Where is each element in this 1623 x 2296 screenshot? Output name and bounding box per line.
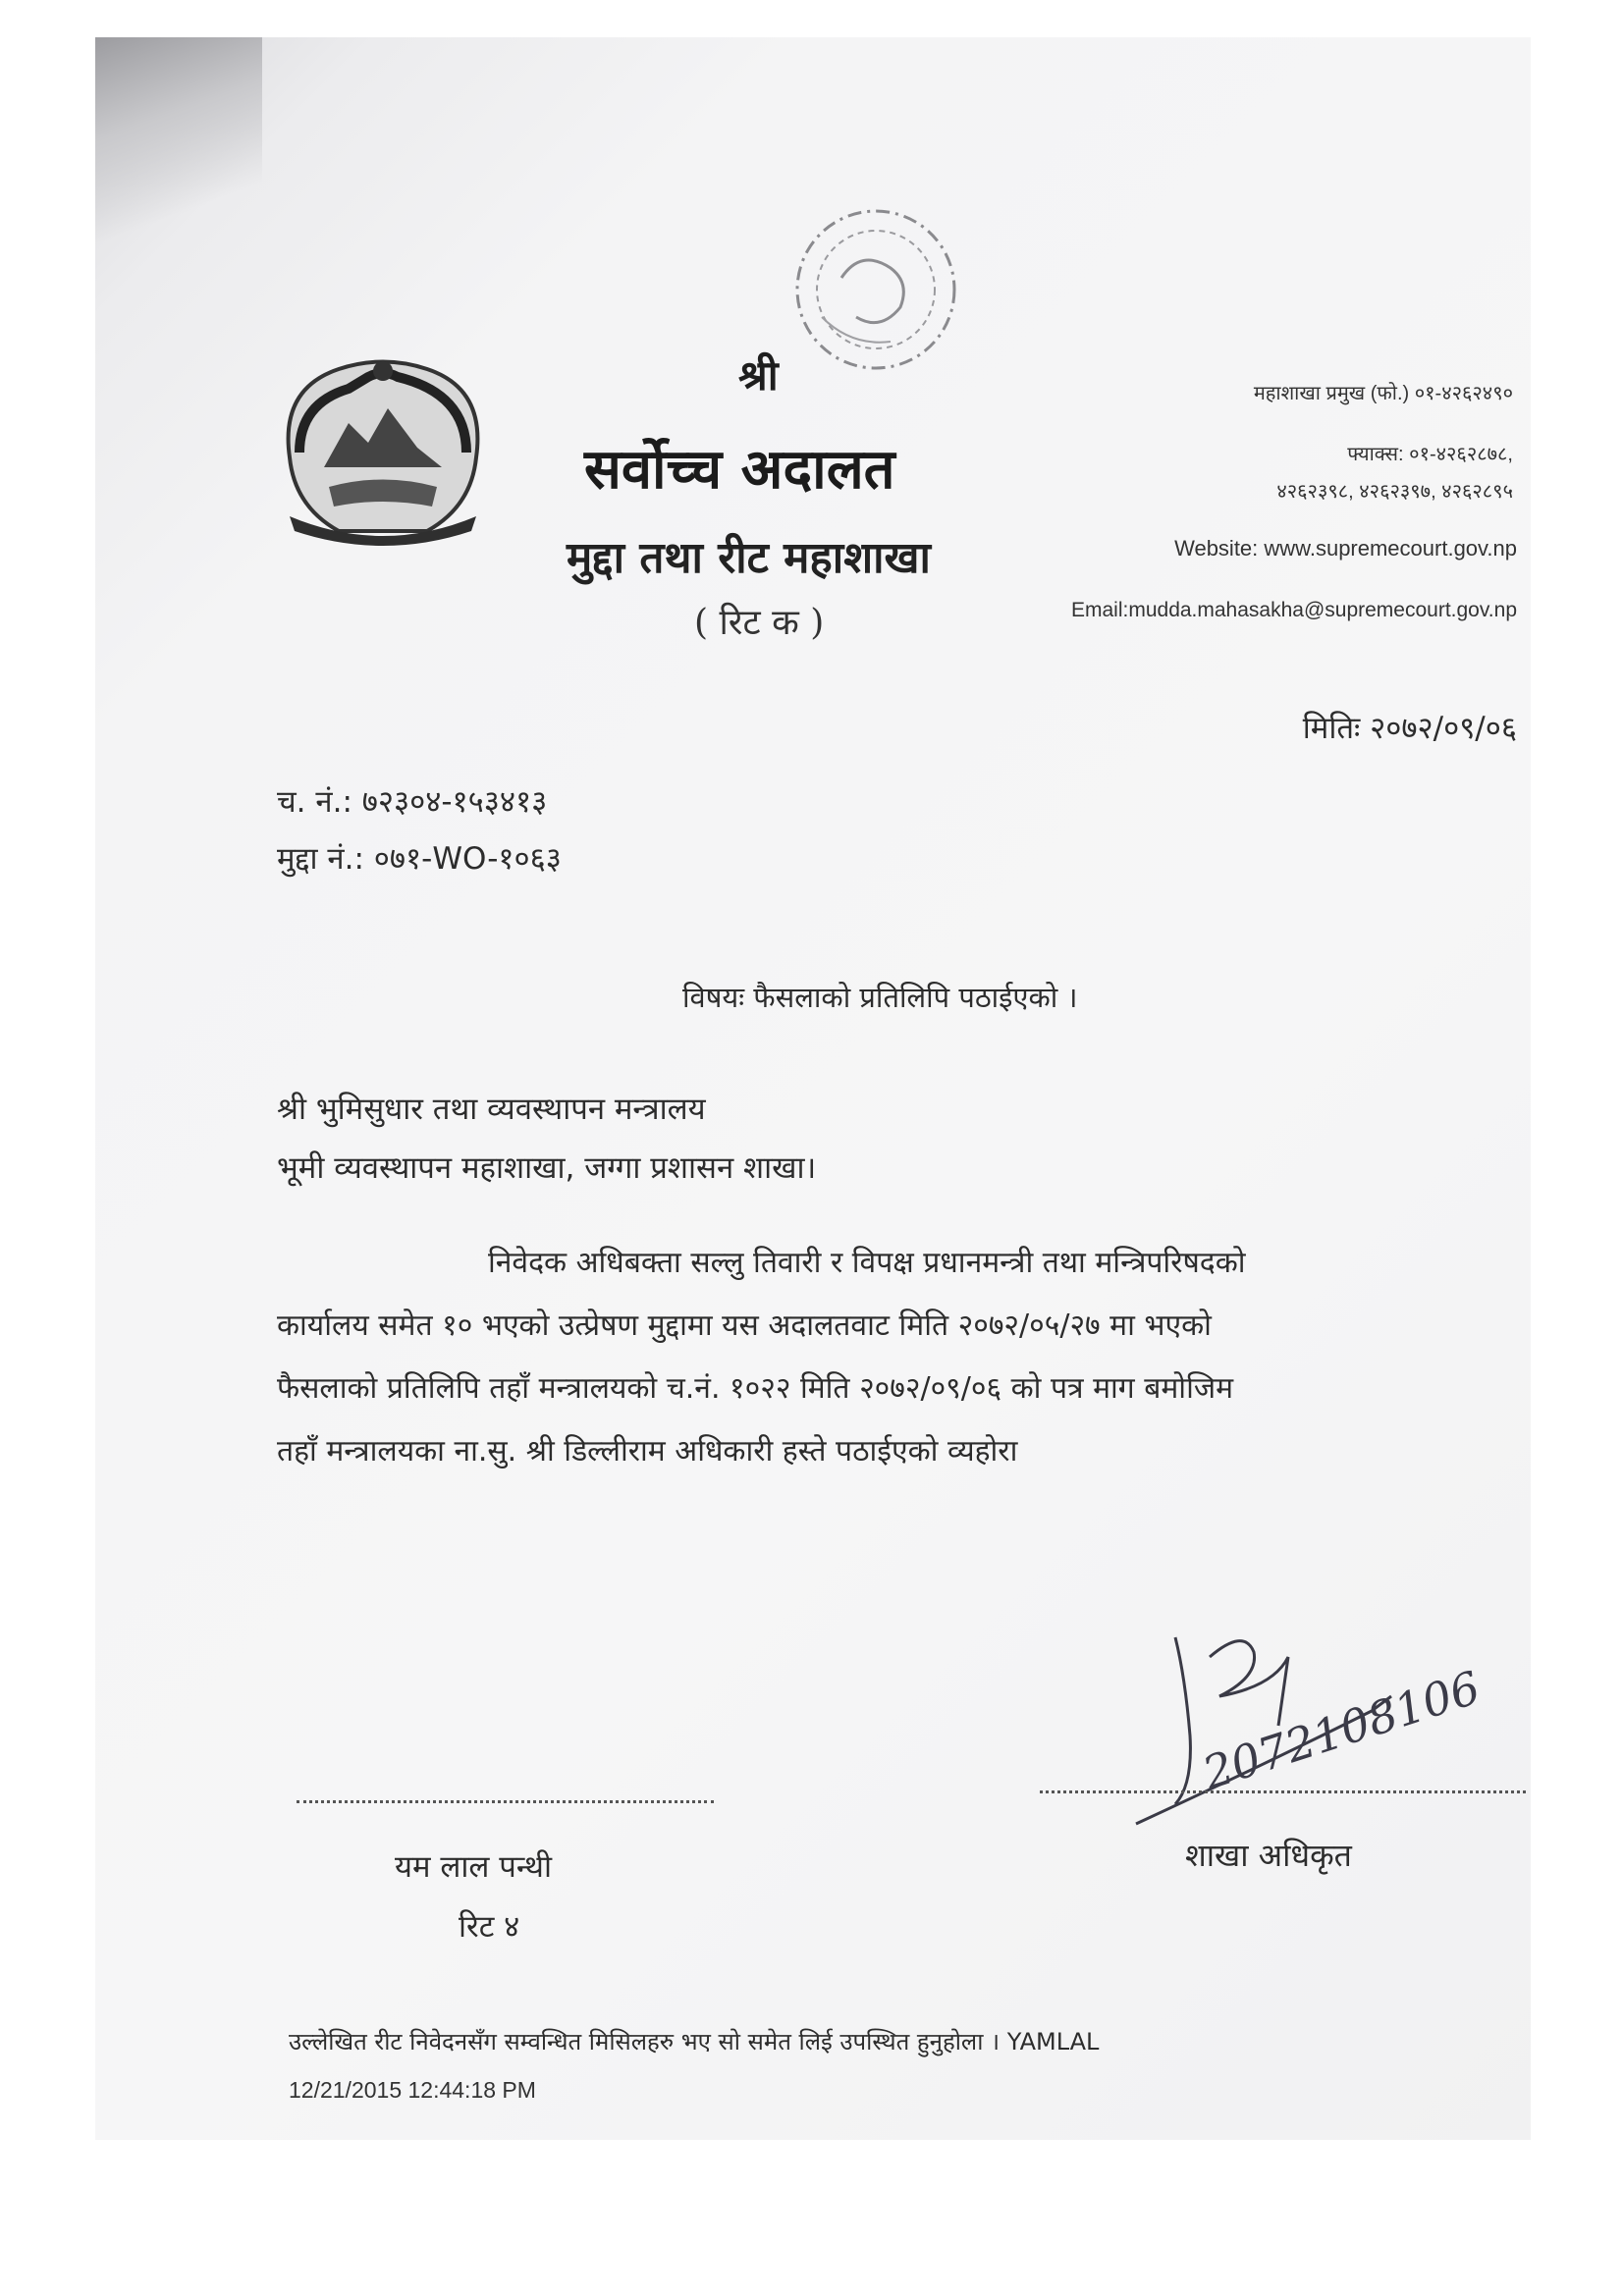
email-text: Email:mudda.mahasakha@supremecourt.gov.np	[1071, 599, 1517, 621]
left-signature-line	[297, 1800, 714, 1803]
recipient-line-1: श्री भुमिसुधार तथा व्यवस्थापन मन्त्रालय	[277, 1092, 706, 1127]
case-number: मुद्दा नं.: ०७१-WO-१०६३	[277, 841, 562, 877]
court-seal-stamp-icon	[783, 199, 969, 381]
left-signatory-name: यम लाल पन्थी	[395, 1849, 553, 1885]
body-line: तहाँ मन्त्रालयका ना.सु. श्री डिल्लीराम अधिकारी हस्ते पठाईएको व्यहोरा	[277, 1434, 1018, 1468]
nepal-emblem-icon	[270, 349, 496, 556]
subject-line: विषयः फैसलाको प्रतिलिपि पठाईएको ।	[682, 981, 1078, 1014]
left-signatory-post: रिट ४	[459, 1909, 520, 1945]
fax-line-1: फ्याक्स: ०१-४२६२८७८,	[1347, 444, 1513, 465]
fax-line-2: ४२६२३९८, ४२६२३९७, ४२६२८९५	[1276, 481, 1513, 503]
section-name: ( रिट क )	[694, 603, 825, 643]
court-name: सर्वोच्च अदालत	[584, 437, 895, 502]
handwritten-signature-icon	[1116, 1618, 1529, 1853]
body-line: कार्यालय समेत १० भएको उत्प्रेषण मुद्दामा यस अदालतवाट मिति २०७२/०५/२७ मा भएको	[277, 1308, 1212, 1343]
division-name: मुद्दा तथा रीट महाशाखा	[567, 533, 931, 583]
body-line: फैसलाको प्रतिलिपि तहाँ मन्त्रालयको च.नं. १०२२ मिति २०७२/०९/०६ को पत्र माग बमोजिम	[277, 1371, 1234, 1406]
shri-heading: श्री	[738, 351, 779, 400]
letter-date: मितिः २०७२/०९/०६	[1302, 711, 1517, 746]
website-text: Website: www.supremecourt.gov.np	[1174, 536, 1517, 561]
recipient-line-2: भूमी व्यवस्थापन महाशाखा, जग्गा प्रशासन शाखा।	[277, 1150, 817, 1186]
svg-text:2072108106: 2072108106	[1196, 1660, 1487, 1800]
right-signatory-post: शाखा अधिकृत	[1185, 1837, 1352, 1874]
letter-paper	[95, 37, 1531, 2140]
cha-number: च. नं.: ७२३०४-१५३४१३	[277, 784, 548, 820]
right-signature-line	[1040, 1790, 1526, 1793]
chief-phone: महाशाखा प्रमुख (फो.) ०१-४२६२४९०	[1253, 383, 1513, 404]
footer-note: उल्लेखित रीट निवेदनसँग सम्वन्धित मिसिलहरु भए सो समेत लिई उपस्थित हुनुहोला । YAMLAL	[289, 2028, 1100, 2056]
footer-timestamp: 12/21/2015 12:44:18 PM	[289, 2077, 536, 2103]
body-line: निवेदक अधिबक्ता सल्लु तिवारी र विपक्ष प्रधानमन्त्री तथा मन्त्रिपरिषदको	[488, 1246, 1246, 1280]
